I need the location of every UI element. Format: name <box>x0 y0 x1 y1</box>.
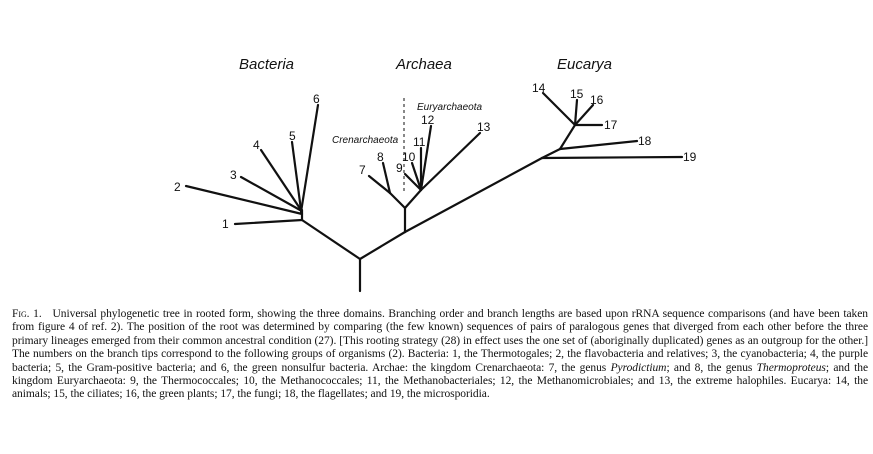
tip-label-15: 15 <box>570 87 584 101</box>
crown-stem <box>560 125 575 149</box>
branch-6 <box>301 105 318 212</box>
caption-genus-thermoproteus: Thermoproteus <box>756 361 826 374</box>
caption-genus-pyrodictium: Pyrodictium <box>610 361 667 374</box>
tip-label-1: 1 <box>222 217 229 231</box>
eucarya-inner <box>542 149 560 158</box>
eucarya-stem <box>405 158 542 232</box>
tip-label-12: 12 <box>421 113 435 127</box>
crenarchaeota-stem <box>390 193 405 208</box>
tip-label-16: 16 <box>590 93 604 107</box>
tip-label-19: 19 <box>683 150 697 164</box>
caption-text-2: ; and 8, the genus <box>666 361 753 374</box>
tip-label-11: 11 <box>413 135 426 149</box>
tip-label-18: 18 <box>638 134 652 148</box>
kingdom-label-crenarchaeota: Crenarchaeota <box>332 135 399 146</box>
tip-label-4: 4 <box>253 138 260 152</box>
domain-label-eucarya: Eucarya <box>557 56 613 73</box>
figure-label: Fig. 1. <box>12 308 42 320</box>
branch-19 <box>542 157 682 158</box>
branch-18 <box>560 141 637 149</box>
tip-label-2: 2 <box>174 180 181 194</box>
tip-label-8: 8 <box>377 150 384 164</box>
branch-15 <box>575 100 577 125</box>
kingdom-label-euryarchaeota: Euryarchaeota <box>417 102 483 113</box>
tip-label-3: 3 <box>230 168 237 182</box>
branch-1 <box>235 220 302 224</box>
tip-label-10: 10 <box>402 150 416 164</box>
tip-label-13: 13 <box>477 120 491 134</box>
tip-label-17: 17 <box>604 118 618 132</box>
tip-label-5: 5 <box>289 129 296 143</box>
euryarchaeota-stem <box>405 190 421 208</box>
domain-label-archaea: Archaea <box>396 56 452 73</box>
tip-label-9: 9 <box>396 161 403 175</box>
branch-2 <box>186 186 302 214</box>
domain-label-bacteria: Bacteria <box>239 56 295 73</box>
branch-13 <box>421 133 480 190</box>
tip-label-7: 7 <box>359 163 366 177</box>
bacteria-stem <box>302 220 360 259</box>
caption-text-3: ; and the kingdom Euryarchaeota: 9, the Thermococcales; 10, the Methanococcales; 11, the Methanobacteriales; 12, the Methanomicrobiales; and 13, the extreme halophiles. Eucarya: 14, the animals; 15, the ciliates; 16, the green plants; 17, the fungi; 18, the flagellates; and 19, the microsporidia. <box>12 361 869 401</box>
figure-caption <box>12 308 868 402</box>
tip-label-6: 6 <box>313 92 320 106</box>
tip-label-14: 14 <box>532 81 546 95</box>
branch-16 <box>575 105 593 125</box>
caption-text-1: Universal phylogenetic tree in rooted form, showing the three domains. Branching order and branch lengths are based upon rRNA sequence comparisons (and have been taken from figure 4 of ref. 2). The position of the root was determined by comparing (the few known) sequences of pairs of paralogous genes that diverged from each other before the three primary lineages emerged from their common ancestral condition (27). [This rooting strategy (28) in effect uses the one set of (aboriginally duplicated) genes as an outgroup for the other.] The numbers on the branch tips correspond to the following groups of organisms (2). Bacteria: 1, the Thermotogales; 2, the flavobacteria and relatives; 3, the cyanobacteria; 4, the purple bacteria; 5, the Gram-positive bacteria; and 6, the green nonsulfur bacteria. Archae: the kingdom Crenarchaeota: 7, the genus <box>12 308 868 374</box>
neomura-stem <box>360 232 405 259</box>
